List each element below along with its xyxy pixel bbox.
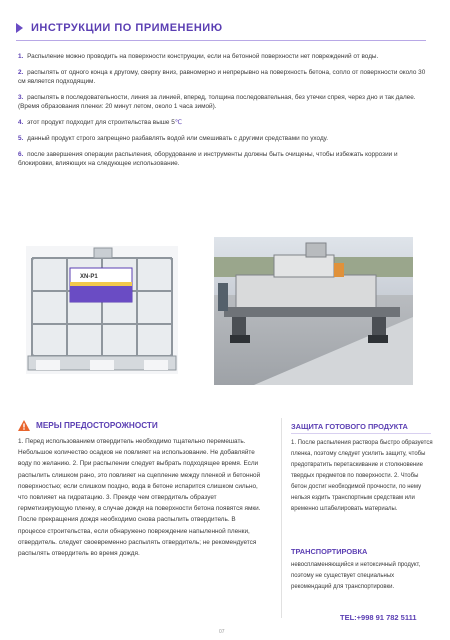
instruction-text: Распыление можно проводить на поверхности конструкции, если на бетонной поверхности нет повреждений от воды. bbox=[27, 53, 379, 60]
instruction-item bbox=[18, 93, 430, 111]
instruction-text: распылять в последовательности, линия за линией, вперед, толщина последовательная, без утечки спрея, через дно и так далее. (Время образования пленки: 20 минут летом, около 1 часа зимой). bbox=[18, 94, 416, 110]
product-label: XN-P1 bbox=[80, 274, 98, 280]
instruction-number: 4. bbox=[18, 119, 24, 126]
instruction-item bbox=[18, 52, 430, 61]
caution-header bbox=[18, 420, 158, 431]
instruction-list bbox=[18, 52, 430, 175]
instruction-number: 5. bbox=[18, 135, 24, 142]
contact-phone: TEL:+998 91 782 5111 bbox=[340, 613, 417, 622]
transport-title: ТРАНСПОРТИРОВКА bbox=[291, 547, 368, 556]
product-tote-image bbox=[22, 244, 182, 376]
protection-text: 1. После распыления раствора быстро образуется пленка, поэтому следует усилить защиту, чтобы предотвратить перетаскивание и столкновение твердых предметов по поверхности. 2. Чтобы бетон достиг необходимой прочности, по нему нельзя ездить транспортным средствам или временно штабелировать материалы. bbox=[291, 440, 433, 512]
instruction-item bbox=[18, 68, 430, 86]
caution-text: 1. Перед использованием отвердитель необходимо тщательно перемешать. Небольшое количество осадков не повлияет на использование. Не добавляйте воду по желанию. 2. При распылении следует выбрать подходящее время. Если распылить слишком рано, это повлияет на сцепление между пленкой и бетонной поверхностью; если слишком поздно, вода в бетоне испарится слишком сильно, что повлияет на гидратацию. 3. Прежде чем отвердитель образует герметизирующую пленку, в случае дождя на поверхности бетона появятся ямки. После прекращения дождя необходимо снова распылить отвердитель. В процессе строительства, если обнаружено повреждение напыленной пленки, отвердитель. следует своевременно распылять отвердитель; не рекомендуется распылять отвердитель во время дождя. bbox=[18, 438, 261, 558]
protection-title: ЗАЩИТА ГОТОВОГО ПРОДУКТА bbox=[291, 422, 408, 431]
degree-unit: ℃ bbox=[174, 119, 182, 126]
instruction-text: данный продукт строго запрещено разбавлять водой или смешивать с другими средствами по уходу. bbox=[27, 135, 329, 142]
instruction-text: этот продукт подходит для строительства выше 5 bbox=[27, 119, 175, 126]
paving-machine-photo bbox=[214, 237, 413, 385]
caution-title: МЕРЫ ПРЕДОСТОРОЖНОСТИ bbox=[36, 421, 158, 430]
instruction-text: после завершения операции распыления, оборудование и инструменты должны быть очищены, чтобы избежать коррозии и блокировки, влияющих на следующее использование. bbox=[18, 151, 398, 167]
section-header bbox=[16, 20, 426, 36]
instruction-number: 6. bbox=[18, 151, 24, 158]
transport-text: невоспламеняющийся и нетоксичный продукт, поэтому не существует специальных рекомендаций для транспортировки. bbox=[291, 562, 421, 590]
instruction-number: 1. bbox=[18, 53, 24, 60]
arrow-icon bbox=[16, 23, 23, 33]
header-underline bbox=[16, 40, 426, 41]
instruction-number: 2. bbox=[18, 69, 24, 76]
instruction-number: 3. bbox=[18, 94, 24, 101]
protection-underline bbox=[291, 433, 431, 434]
instruction-item bbox=[18, 134, 430, 143]
instruction-text: распылять от одного конца к другому, сверху вниз, равномерно и непрерывно на поверхность бетона, сопло от поверхности около 30 см является подходящим. bbox=[18, 69, 426, 85]
instruction-item bbox=[18, 118, 430, 127]
warning-icon bbox=[18, 420, 30, 431]
instruction-item bbox=[18, 150, 430, 168]
section-title: ИНСТРУКЦИИ ПО ПРИМЕНЕНИЮ bbox=[31, 22, 223, 34]
page-number: 07 bbox=[219, 629, 225, 635]
column-divider bbox=[281, 418, 282, 618]
